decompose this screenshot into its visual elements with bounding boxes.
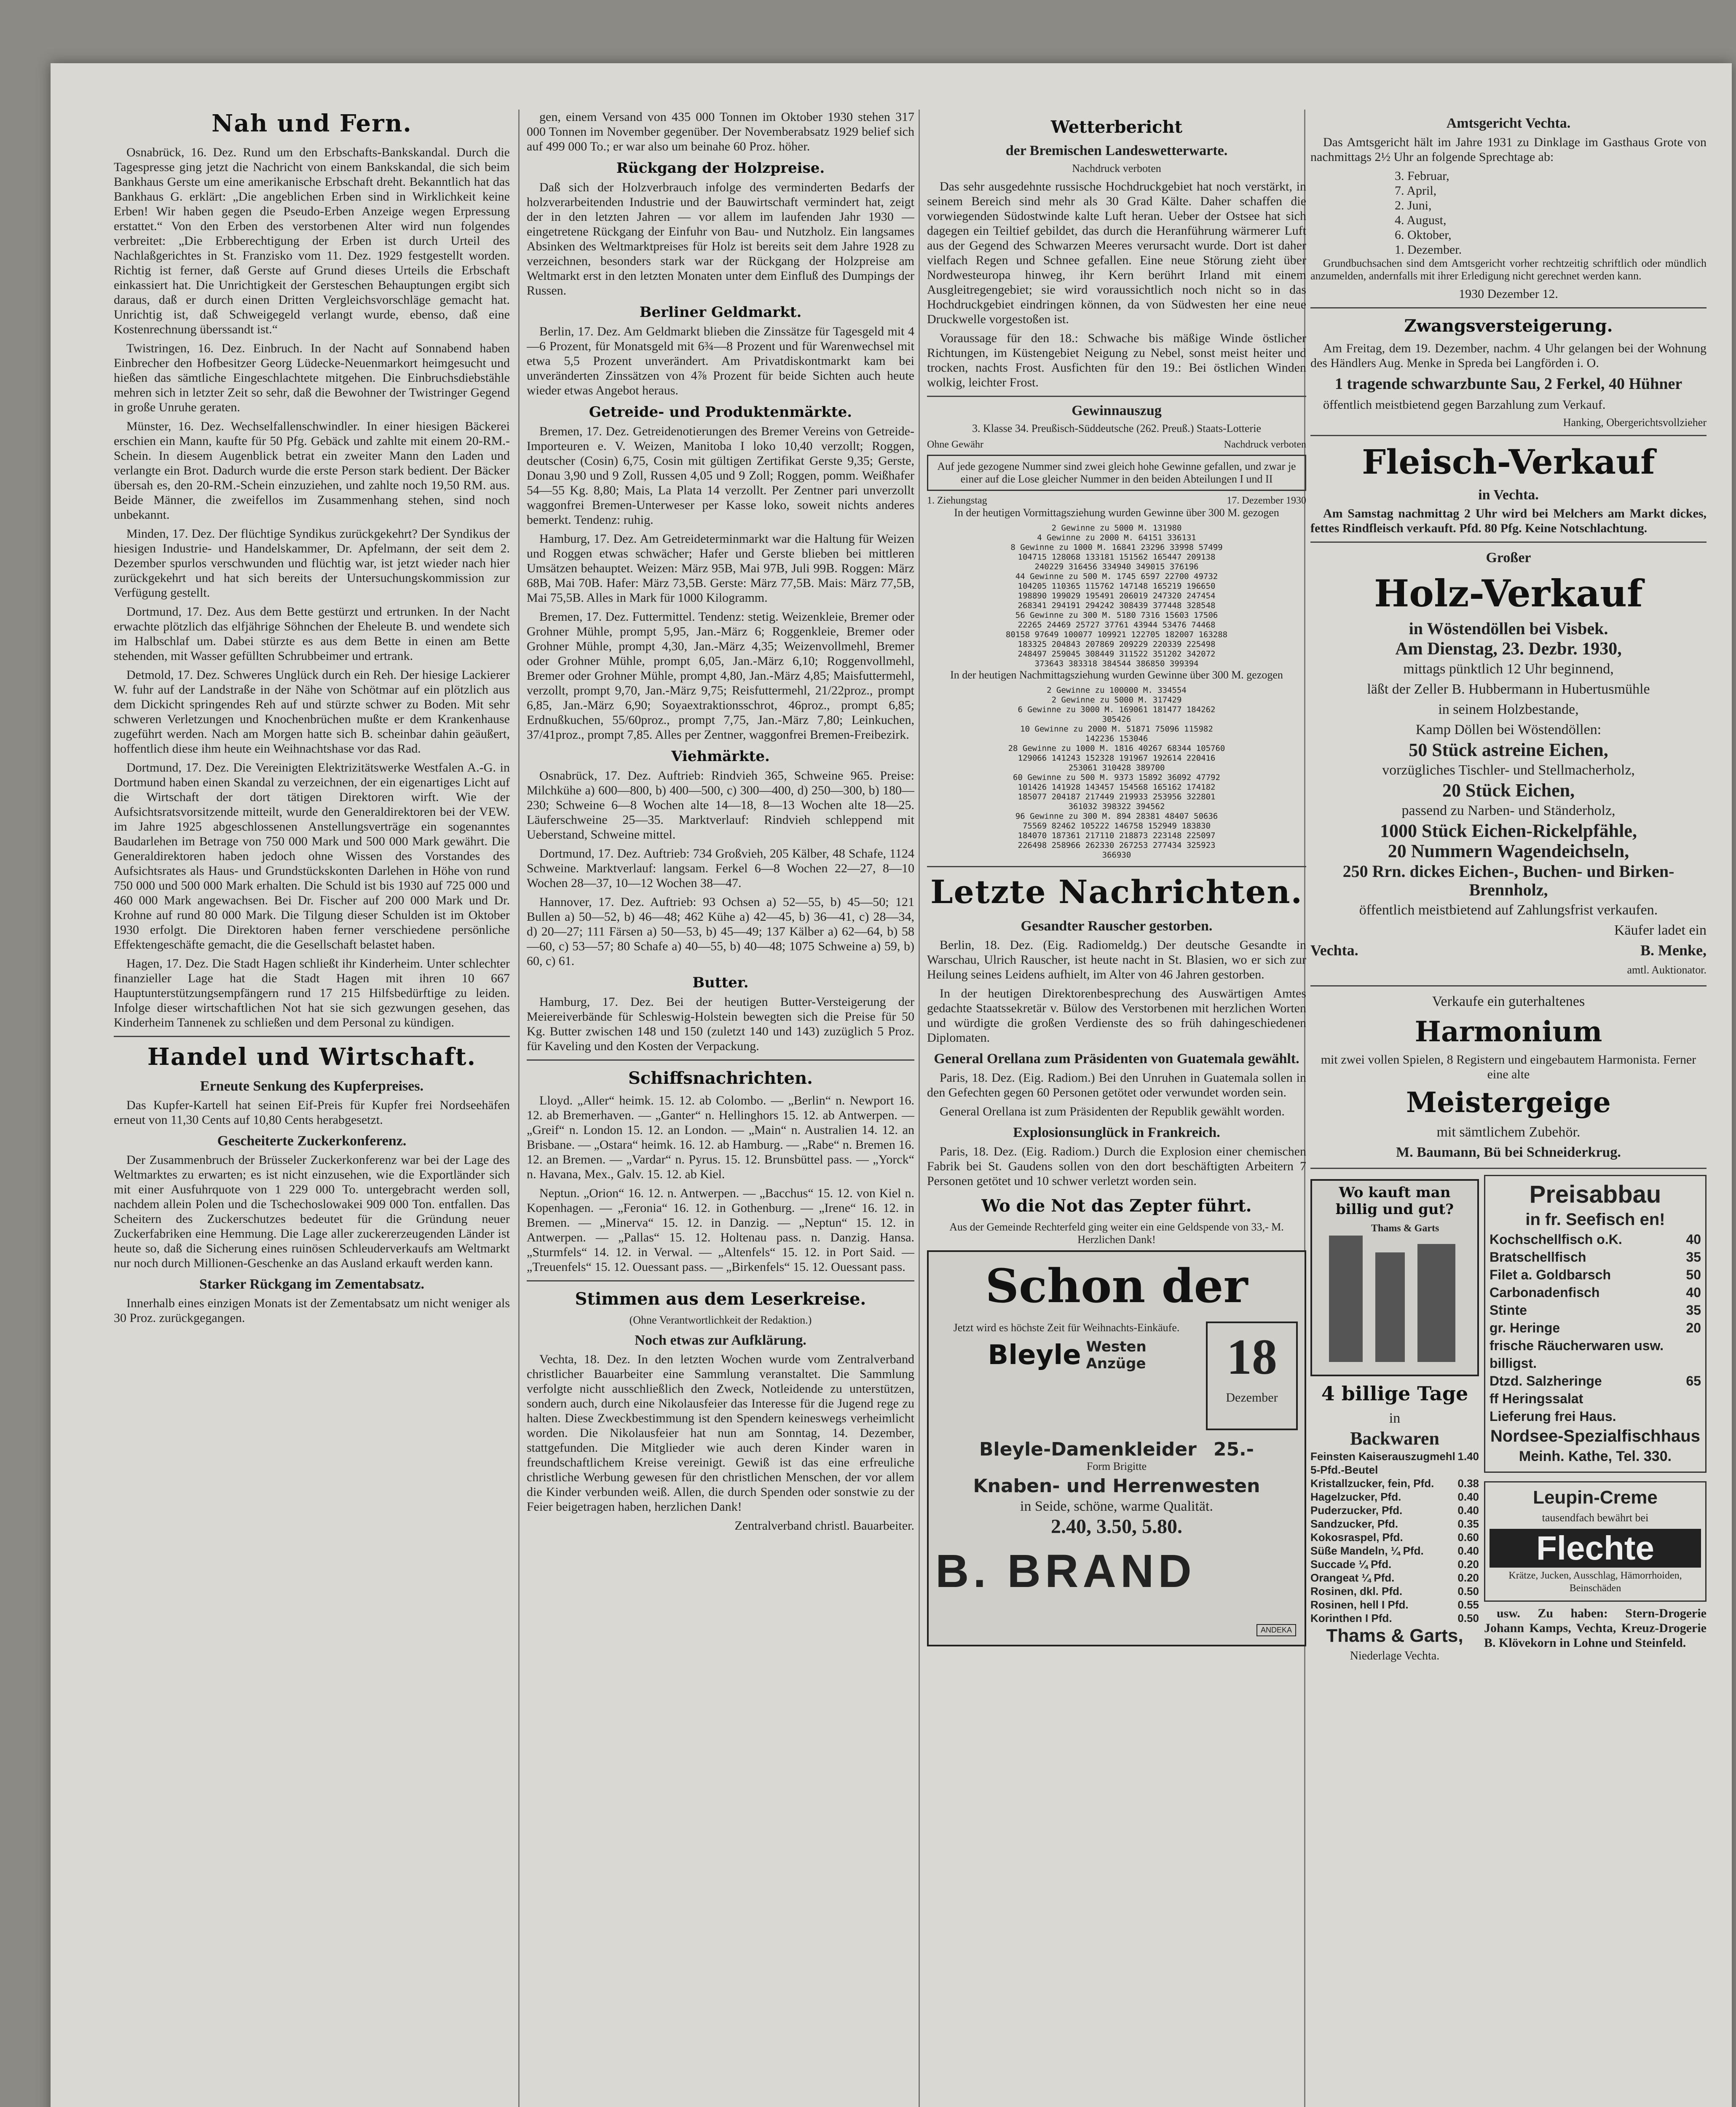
price-item-value: 0.20 xyxy=(1457,1571,1479,1584)
ad-date-month: Dezember xyxy=(1226,1391,1278,1405)
figure-illustration xyxy=(1375,1252,1405,1362)
price-item-name: Lieferung frei Haus. xyxy=(1490,1409,1616,1424)
price-item-value: 0.40 xyxy=(1457,1544,1479,1557)
shop-illustration xyxy=(1310,1179,1479,1376)
price-item-name: Puderzucker, Pfd. xyxy=(1310,1504,1403,1517)
price-item-name: frische Räucherwaren usw. billigst. xyxy=(1490,1338,1664,1371)
lottery-row: 2 Gewinne zu 100000 M. 334554 xyxy=(1047,686,1187,695)
divider xyxy=(527,1059,914,1061)
fish-and-creme-ads xyxy=(1484,1175,1707,1667)
auction-sign: Hanking, Obergerichtsvollzieher xyxy=(1563,416,1707,429)
weather-title: Wetterbericht xyxy=(1050,117,1183,137)
wood-sale-sign-left: Vechta. xyxy=(1310,942,1358,959)
lottery-notice-box: Auf jede gezogene Nummer sind zwei gleich hohe Gewinne gefallen, und zwar je einer auf die Lose gleicher Nummer in den beiden Abteilungen I und II xyxy=(927,455,1306,491)
ad-form: Form Brigitte xyxy=(1086,1460,1147,1472)
ad-westen: Westen Anzüge xyxy=(1086,1338,1147,1372)
ad-knaben-sub: in Seide, schöne, warme Qualität. xyxy=(1020,1498,1213,1514)
bake-price-list xyxy=(1310,1450,1479,1625)
price-item-name: Kochschellfisch o.K. xyxy=(1490,1232,1622,1247)
lottery-row: 253061 310428 389700 xyxy=(1068,763,1165,772)
leupin-title: Leupin-Creme xyxy=(1533,1487,1658,1508)
lottery-afternoon: In der heutigen Nachmittagsziehung wurden Gewinne über 300 M. gezogen xyxy=(950,669,1283,681)
wood-sale-title: Holz-Verkauf xyxy=(1374,571,1643,615)
article: Dortmund, 17. Dez. Aus dem Bette gestürzt und ertrunken. In der Nacht erwachte plötzlich das elfjährige Söhnchen der Eheleute B. und wendete sich im Halbschlaf um. Dabei stürzte es aus dem Bette in einen am Bette stehenden, mit Wasser gefüllten Schrubbeimer und ertrank. xyxy=(114,605,510,663)
wood-item: passend zu Narben- und Ständerholz, xyxy=(1401,803,1615,818)
price-item-name: gr. Heringe xyxy=(1490,1320,1560,1335)
wood-item: vorzügliches Tischler- und Stellmacherholz, xyxy=(1382,762,1635,778)
lottery-row: 96 Gewinne zu 300 M. 894 28381 48407 50636 xyxy=(1015,812,1218,821)
price-item-name: Korinthen I Pfd. xyxy=(1310,1612,1392,1624)
price-item-value: 0.40 xyxy=(1457,1504,1479,1517)
news-text: General Orellana ist zum Präsidenten der Republik gewählt worden. xyxy=(940,1104,1285,1118)
lottery-row: 2 Gewinne zu 5000 M. 317429 xyxy=(1051,695,1182,705)
section-title-schiffsnachrichten: Schiffsnachrichten. xyxy=(628,1068,813,1088)
court-title: Amtsgericht Vechta. xyxy=(1446,115,1571,131)
price-row xyxy=(1310,1531,1479,1544)
ad-brand-name: B. BRAND xyxy=(935,1545,1196,1597)
wood-item: 1000 Stück Eichen-Rickelpfähle, xyxy=(1380,820,1637,841)
price-row xyxy=(1490,1301,1701,1319)
ad-bleyle: Bleyle xyxy=(988,1340,1081,1371)
price-item-name: Filet a. Goldbarsch xyxy=(1490,1267,1611,1282)
wood-sale-sign-sub: amtl. Auktionator. xyxy=(1627,964,1707,976)
ad-damen-price: 25.- xyxy=(1213,1439,1254,1460)
article: Das Kupfer-Kartell hat seinen Eif-Preis für Kupfer frei Nordseehäfen erneut von 11,30 Cents auf 10,80 Cents herabgesetzt. xyxy=(114,1098,510,1127)
price-item-value: 35 xyxy=(1686,1249,1701,1265)
fish-ad xyxy=(1484,1175,1707,1473)
price-item-name: Rosinen, dkl. Pfd. xyxy=(1310,1585,1403,1598)
court-date: 7. April, xyxy=(1395,184,1437,198)
lottery-row: 101426 141928 143457 154568 165162 174182 xyxy=(1018,783,1216,792)
lottery-row: 10 Gewinne zu 2000 M. 51871 75096 115982 xyxy=(1020,724,1213,734)
section-title-leserkreise: Stimmen aus dem Leserkreise. xyxy=(575,1289,866,1309)
price-item-value: 0.60 xyxy=(1457,1531,1479,1544)
article: Osnabrück, 17. Dez. Auftrieb: Rindvieh 365, Schweine 965. Preise: Milchkühe a) 600—800, b) 400—500, c) 300—400, d) 250—300, b) 180—230; Schweine 6—8 Wochen alte 14—18, 8—13 Wochen alte 18—25. Läuferschweine 25—35. Marktverlauf: Rindvieh schleppend mit Ueberstand, Schweine mittel. xyxy=(527,769,914,842)
article: Dortmund, 17. Dez. Auftrieb: 734 Großvieh, 205 Kälber, 48 Schafe, 1124 Schweine. Marktverlauf: langsam. Ferkel 6—8 Wochen 22—27, 8—10 Wochen 28—37, 10—12 Wochen 38—47. xyxy=(527,847,914,890)
subheading: Viehmärkte. xyxy=(671,748,770,765)
lottery-row: 80158 97649 100077 109921 122705 182007 163288 xyxy=(1005,630,1228,639)
price-item-name: Orangeat ¼ Pfd. xyxy=(1310,1571,1395,1584)
divider xyxy=(1310,541,1707,543)
court-text: Das Amtsgericht hält im Jahre 1931 zu Dinklage im Gasthaus Grote von nachmittags 2½ Uhr an folgende Sprechtage ab: xyxy=(1310,135,1707,164)
article: Twistringen, 16. Dez. Einbruch. In der Nacht auf Sonnabend haben Einbrecher den Hofbesitzer Georg Lüdecke-Neuenmarkort heimgesucht und hießen das sämtliche Eingeschlachtete mitgehen. Die Einbruchsdiebstähle mehren sich in letzter Zeit so sehr, daß die Bewohner der Twistringer Gegend in große Unruhe geraten. xyxy=(114,341,510,414)
news-text: Paris, 18. Dez. (Eig. Radiom.) Durch die Explosion einer chemischen Fabrik bei St. Gaudens sollen von den dort beschäftigten Arbeitern 7 Personen getötet und 10 schwer verletzt worden sein. xyxy=(927,1145,1306,1188)
auction-items: 1 tragende schwarzbunte Sau, 2 Ferkel, 40 Hühner xyxy=(1334,375,1682,393)
subheading: Gescheiterte Zuckerkonferenz. xyxy=(217,1133,407,1149)
price-item-name: Dtzd. Salzheringe xyxy=(1490,1373,1602,1389)
article: Daß sich der Holzverbrauch infolge des verminderten Bedarfs der holzverarbeitenden Industrie und der Bauwirtschaft vermindert hat, zeigt der in den letzten Jahren — vor allem im laufenden Jahr 1930 — eingetretene Rückgang der Einfuhr von Bau- und Nutzholz. Ein langsames Absinken des Weltmarktpreises für Holz ist bereits seit dem Jahre 1928 zu verzeichnen, besonders stark war der Rückgang der Holzpreise am Weltmarkt erst in den letzten Monaten unter dem Einfluß des Dumpings der Russen. xyxy=(527,180,914,298)
wood-sale-text: läßt der Zeller B. Hubbermann in Hubertusmühle xyxy=(1367,681,1650,697)
divider xyxy=(1310,1168,1707,1169)
lottery-row: 184070 187361 217110 218873 223148 225097 xyxy=(1018,831,1216,840)
news-text: Aus der Gemeinde Rechterfeld ging weiter ein eine Geldspende von 33,- M. Herzlichen Dank! xyxy=(949,1221,1284,1246)
price-item-value: 65 xyxy=(1686,1373,1701,1389)
tage-in: in xyxy=(1389,1410,1401,1426)
price-row xyxy=(1490,1248,1701,1266)
price-item-value: 0.40 xyxy=(1457,1490,1479,1503)
article: Hagen, 17. Dez. Die Stadt Hagen schließt ihr Kinderheim. Unter schlechter finanzieller Lage hat die Stadt Hagen mit ihren 10 667 Hauptunterstützungsempfängern rund 17 215 Hilfsbedürftige zu leiden. Infolge dieser wirtschaftlichen Not hat sie sich gezwungen gesehen, das Kinderheim Tannenek zu schließen und dem Personal zu kündigen. xyxy=(114,957,510,1029)
price-row xyxy=(1310,1477,1479,1490)
harmonium-title: Harmonium xyxy=(1415,1015,1602,1048)
article: Vechta, 18. Dez. In den letzten Wochen wurde vom Zentralverband christlicher Bauarbeiter eine Sammlung veranstaltet. Die Sammlung verfolgte nicht ausschließlich den Zweck, Notleidende zu unterstützen, sondern auch, durch eine Nikolausfeier das Interesse für die Jugend rege zu halten. Diese Zweckbestimmung ist den Spendern keineswegs verheimlicht worden. Die Nikolausfeier hat nun am Sonntag, 14. Dezember, stattgefunden. Die Mitglieder wie auch deren Kinder waren in freundschaftlichem Kreise vereinigt. Gewiß ist das eine erfreuliche christliche Werbung gewesen für den christlichen Menschen, der vor allem die Kinder verbunden weiß. Allen, die durch Spenden oder sonstwie zu der Feier beigetragen haben, herzlichen Dank! xyxy=(527,1352,914,1514)
subheading: Butter. xyxy=(692,974,749,991)
section-title-handel: Handel und Wirtschaft. xyxy=(147,1043,477,1071)
price-row xyxy=(1310,1584,1479,1598)
price-row xyxy=(1490,1390,1701,1407)
news-text: Berlin, 18. Dez. (Eig. Radiomeldg.) Der deutsche Gesandte in Warschau, Ulrich Rauscher, ist heute nacht in St. Blasien, wo er sich zur Heilung seines Leidens aufhielt, im Alter von 46 Jahren gestorben. xyxy=(927,938,1306,981)
price-row xyxy=(1490,1407,1701,1425)
wood-sale-terms: öffentlich meistbietend auf Zahlungsfrist verkaufen. xyxy=(1359,902,1658,918)
lottery-row: 198890 199029 195491 206019 247320 247454 xyxy=(1018,591,1216,600)
divider xyxy=(1310,307,1707,308)
price-row xyxy=(1490,1319,1701,1337)
price-row xyxy=(1490,1337,1701,1372)
price-item-value: 1.40 xyxy=(1457,1450,1479,1463)
lottery-date: 17. Dezember 1930 xyxy=(1227,495,1306,506)
court-date: 3. Februar, xyxy=(1395,169,1449,183)
flechte-banner: Flechte xyxy=(1490,1529,1701,1568)
lottery-row: 44 Gewinne zu 500 M. 1745 6597 22700 49732 xyxy=(1015,572,1218,581)
price-item-value: 35 xyxy=(1686,1303,1701,1318)
brand-advertisement xyxy=(927,1250,1306,1646)
ad-prices: 2.40, 3.50, 5.80. xyxy=(1051,1515,1182,1538)
ad-text: Jetzt wird es höchste Zeit für Weihnachts-Einkäufe. xyxy=(953,1322,1180,1334)
lottery-row: 183325 204843 207869 209229 220339 225498 xyxy=(1018,640,1216,649)
lottery-row: 8 Gewinne zu 1000 M. 16841 23296 33998 57499 xyxy=(1010,543,1223,552)
figure-illustration xyxy=(1329,1236,1363,1362)
price-item-name: Succade ¼ Pfd. xyxy=(1310,1558,1392,1571)
preis-title: Preisabbau xyxy=(1529,1181,1661,1208)
ad-kauft: Wo kauft man billig und gut? xyxy=(1335,1184,1454,1218)
lottery-row: 185077 204187 217449 219933 253956 322801 xyxy=(1018,792,1216,802)
wood-sale-text: Kamp Döllen bei Wöstendöllen: xyxy=(1415,722,1602,737)
lottery-row: 22265 24469 25727 37761 43944 53476 74468 xyxy=(1018,620,1216,630)
price-item-name: Stinte xyxy=(1490,1303,1527,1318)
subheading: Berliner Geldmarkt. xyxy=(639,304,802,321)
price-item-name: Carbonadenfisch xyxy=(1490,1285,1600,1300)
column-rule xyxy=(919,110,920,2107)
ad-date-box xyxy=(1206,1322,1298,1430)
lottery-row: 104715 128068 133181 151562 165447 209138 xyxy=(1018,552,1216,562)
news-text: Paris, 18. Dez. (Eig. Radiom.) Bei den Unruhen in Guatemala sollen in den Gefechten gegen 60 Personen getötet oder verwundet worden sein. xyxy=(927,1071,1306,1099)
price-item-value: 0.50 xyxy=(1457,1612,1479,1624)
leupin-shops: usw. Zu haben: Stern-Drogerie Johann Kamps, Vechta, Kreuz-Drogerie B. Klövekorn in Lohne und Steinfeld. xyxy=(1484,1606,1707,1650)
lottery-row: 361032 398322 394562 xyxy=(1068,802,1165,811)
ad-sign-text: Thams & Garts xyxy=(1371,1223,1439,1234)
article: Neptun. „Orion“ 16. 12. n. Antwerpen. — „Bacchus“ 15. 12. von Kiel n. Kopenhagen. — „Feronia“ 16. 12. in Gothenburg. — „Irene“ 16. 12. in Bremen. — „Minerva“ 15. 12. in Danzig. — „Neptun“ 15. 12. in Antwerpen. — „Pallas“ 15. 12. Holtenau pass. n. Danzig. Hansa. „Sturmfels“ 14. 12. in Verwal. — „Altenfels“ 15. 12. in Port Said. — „Treuenfels“ 15. 12. Ouessant pass. — „Birkenfels“ 15. 12. Ouessant pass. xyxy=(527,1186,914,1274)
weather-forecast: Voraussage für den 18.: Schwache bis mäßige Winde östlicher Richtungen, im Küstengebiet Neigung zu Nebel, sonst meist heiter und trocken, nachts Frost. Ausfichten für den 19.: Bei östlichen Winden wolkig, leichter Frost. xyxy=(927,331,1306,389)
column-rule xyxy=(518,110,520,2107)
lottery-morning: In der heutigen Vormittagsziehung wurden Gewinne über 300 M. gezogen xyxy=(954,507,1279,519)
lottery-row: 104205 110365 115762 147148 165219 196650 xyxy=(1018,582,1216,591)
article: Osnabrück, 16. Dez. Rund um den Erbschafts-Bankskandal. Durch die Tagespresse ging jetzt die Nachricht von einem Bankskandal, die sich beim Bankhaus Gerste um eine amerikanische Erbschaft dreht. Bekanntlich hat das Bankhaus G. erklärt: „Die angeblichen Erben sind in Wirklichkeit keine Erben! Wir haben gegen die Pseudo-Erben Anzeige wegen Erpressung erstattet.“ Von den Erben des verstorbenen Alter wird nun folgendes verbreitet: „Die Erbberechtigung der Erben ist durch Urteil des Nachlaßgerichtes in St. Franzisko vom 11. Dez. 1929 festgestellt worden. Richtig ist ferner, daß Gerste auf Grund dieses Urteils die Erbschaft einkassiert hat. Die Unrichtigkeit der Gersteschen Behauptungen ergibt sich daraus, daß er durch einen Dritten Vergleichsvorschläge gemacht hat. Unrichtig ist, daß Schweigegeld verlangt wurde, ebenso, daß eine Kostenrechnung überssandt ist.“ xyxy=(114,145,510,336)
wood-item: 20 Stück Eichen, xyxy=(1442,780,1575,801)
wood-sale-text: in seinem Holzbestande, xyxy=(1438,702,1579,717)
column-3 xyxy=(927,110,1306,2107)
court-date: 1. Dezember. xyxy=(1395,243,1462,257)
leupin-sub: tausendfach bewährt bei xyxy=(1542,1512,1649,1524)
price-item-value: 0.38 xyxy=(1457,1477,1479,1490)
violin-sign: M. Baumann, Bü bei Schneiderkrug. xyxy=(1396,1145,1621,1160)
price-row xyxy=(1310,1598,1479,1611)
price-row xyxy=(1310,1544,1479,1557)
court-date: 6. Oktober, xyxy=(1395,228,1452,242)
lottery-subtitle: 3. Klasse 34. Preußisch-Süddeutsche (262. Preuß.) Staats-Lotterie xyxy=(972,422,1261,434)
court-text: Grundbuchsachen sind dem Amtsgericht vorher rechtzeitig schriftlich oder mündlich anzumelden, andernfalls mit ihrer Erledigung nicht gerechnet werden kann. xyxy=(1310,257,1707,282)
column-1 xyxy=(114,110,510,2107)
price-item-name: Kristallzucker, fein, Pfd. xyxy=(1310,1477,1434,1490)
divider xyxy=(1310,435,1707,436)
lottery-header-row xyxy=(927,439,1306,450)
column-4 xyxy=(1310,110,1707,2107)
weather-subtitle: der Bremischen Landeswetterwarte. xyxy=(1005,143,1228,158)
harmonium-text: mit zwei vollen Spielen, 8 Registern und eingebautem Harmonista. Ferner eine alte xyxy=(1321,1053,1696,1081)
wood-sale-sign-right: B. Menke, xyxy=(1640,942,1707,959)
price-item-name: Sandzucker, Pfd. xyxy=(1310,1517,1398,1530)
price-item-name: Feinsten Kaiserauszugmehl 5-Pfd.-Beutel xyxy=(1310,1450,1455,1476)
price-item-name: Rosinen, hell I Pfd. xyxy=(1310,1598,1409,1611)
weather-note: Nachdruck verboten xyxy=(1072,162,1161,174)
price-item-value: 20 xyxy=(1686,1320,1701,1335)
nordsee-name: Nordsee-Spezialfischhaus xyxy=(1490,1427,1700,1445)
price-item-name: Bratschellfisch xyxy=(1490,1249,1586,1265)
article: gen, einem Versand von 435 000 Tonnen im Oktober 1930 stehen 317 000 Tonnen im November gegenüber. Der Novemberabsatz 1929 belief sich auf 499 000 To.; er war also um beinahe 60 Proz. höher. xyxy=(527,110,914,153)
subheading: Erneute Senkung des Kupferpreises. xyxy=(200,1078,424,1094)
lottery-row: 268341 294191 294242 308439 377448 328548 xyxy=(1018,601,1216,610)
signature: Zentralverband christl. Bauarbeiter. xyxy=(734,1519,914,1533)
court-date: 4. August, xyxy=(1395,213,1447,227)
violin-text: mit sämtlichem Zubehör. xyxy=(1436,1124,1581,1140)
thams-name: Thams & Garts, xyxy=(1326,1625,1463,1646)
article: Bremen, 17. Dez. Getreidenotierungen des Bremer Vereins von Getreide-Importeuren e. V. Weizen, Manitoba I loko 10,40 verzollt; Roggen, deutscher (Cosin) 6,75, Cosin mit gültigen Zertifikat Gerste 9,35; Gerste, Donau 3,90 und 9 Zoll, Russen 4,05 und 9 Zoll; Roggen, pomm. Weißhafer 54—55 Kg. 8,80; Mais, La Plata 14 verzollt. Per Zentner pari unverzollt waggonfrei Bremen-Unterweser per Kasse loko, soweit nichts anderes bemerkt. Tendenz: ruhig. xyxy=(527,424,914,527)
tage-title: 4 billige Tage xyxy=(1321,1382,1468,1405)
article: Innerhalb eines einzigen Monats ist der Zementabsatz um nicht weniger als 30 Proz. zurückgegangen. xyxy=(114,1296,510,1325)
lottery-numbers-morning xyxy=(927,523,1306,669)
lottery-row: 2 Gewinne zu 5000 M. 131980 xyxy=(1051,523,1182,533)
news-text: In der heutigen Direktorenbesprechung des Auswärtigen Amtes gedachte Staatssekretär v. Bülow des Verstorbenen mit herzlichen Worten und würdigte die großen Verdienste des so früh dahingeschiedenen Diplomaten. xyxy=(927,986,1306,1045)
wood-item: 20 Nummern Wagendeichseln, xyxy=(1388,841,1629,861)
wood-sale-date: Am Dienstag, 23. Dezbr. 1930, xyxy=(1395,639,1622,659)
meat-sale-place: in Vechta. xyxy=(1478,487,1539,503)
lottery-row: 56 Gewinne zu 300 M. 5180 7316 15603 17506 xyxy=(1015,611,1218,620)
article: Hannover, 17. Dez. Auftrieb: 93 Ochsen a) 52—55, b) 45—50; 121 Bullen a) 50—52, b) 46—48; 462 Kühe a) 42—45, b) 36—41, c) 28—34, d) 20—27; 111 Färsen a) 50—53, b) 45—49; 137 Kälber a) 62—64, b) 58—60, c) 53—57; 80 Schafe a) 40—55, b) 40—48; 1075 Schweine a) 59, b) 60, c) 61. xyxy=(527,895,914,968)
price-item-value: 40 xyxy=(1686,1285,1701,1300)
price-item-value: 0.20 xyxy=(1457,1558,1479,1571)
price-row xyxy=(1490,1372,1701,1390)
latest-news-title: Letzte Nachrichten. xyxy=(930,873,1303,911)
auction-text: öffentlich meistbietend gegen Barzahlung zum Verkauf. xyxy=(1323,398,1606,412)
lottery-row: 4 Gewinne zu 2000 M. 64151 336131 xyxy=(1037,533,1196,542)
price-row xyxy=(1310,1490,1479,1504)
nordsee-sub: Meinh. Kathe, Tel. 330. xyxy=(1519,1448,1672,1464)
newspaper-page xyxy=(51,63,1732,2107)
subheading: Getreide- und Produktenmärkte. xyxy=(589,404,852,421)
lottery-day-row xyxy=(927,495,1306,507)
article: Hamburg, 17. Dez. Bei der heutigen Butter-Versteigerung der Meiereiverbände für Schleswig-Holstein bewegten sich die Preise für 50 Kg. Butter zwischen 148 und 150 (zuletzt 140 und 143) zuzüglich 5 Proz. für Kaveling und den Kosten der Verpackung. xyxy=(527,995,914,1053)
violin-title: Meistergeige xyxy=(1406,1086,1611,1119)
article: Hamburg, 17. Dez. Am Getreideterminmarkt war die Haltung für Weizen und Roggen etwas schwächer; Hafer und Gerste blieben bei mittleren Umsätzen behauptet. Weizen: März 95B, Mai 97B, Juli 99B. Roggen: März 68B, Mai 70B. Hafer: März 73,5B. Gerste: März 77,5B. Mais: März 77,5B, Mai 75,5B. Alles in Mark für 1000 Kilogramm. xyxy=(527,532,914,605)
price-row xyxy=(1310,1611,1479,1625)
ad-damen: Bleyle-Damenkleider xyxy=(979,1439,1197,1460)
lottery-right: Nachdruck verboten xyxy=(1224,439,1306,450)
article: Minden, 17. Dez. Der flüchtige Syndikus zurückgekehrt? Der Syndikus der hiesigen Industrie- und Handelskammer, Dr. Apfelmann, der seit dem 2. Dezember spurlos verschwunden und flüchtig war, ist jetzt wieder nach hier zurückgekehrt und hat sich bereits der Untersuchungskommission zur Verfügung gestellt. xyxy=(114,527,510,600)
disclaimer: (Ohne Verantwortlichkeit der Redaktion.) xyxy=(629,1314,812,1326)
price-row xyxy=(1310,1557,1479,1571)
ad-headline: Schon der xyxy=(985,1259,1248,1313)
court-date-line: 1930 Dezember 12. xyxy=(1459,287,1558,301)
article: Berlin, 17. Dez. Am Geldmarkt blieben die Zinssätze für Tagesgeld mit 4—6 Prozent, für Monatsgeld mit 6¾—8 Prozent und für Warenwechsel mit etwa 5,5 Prozent unverändert. Am Privatdiskontmarkt kam bei unveränderten Zinssätzen von 4⅞ Prozent für beide Sichten auch heute wieder etwas Angebot heraus. xyxy=(527,324,914,397)
lottery-row: 373643 383318 384544 386850 399394 xyxy=(1034,659,1199,668)
price-item-name: Hagelzucker, Pfd. xyxy=(1310,1490,1401,1503)
lottery-row: 60 Gewinne zu 500 M. 9373 15892 36092 47792 xyxy=(1013,773,1220,782)
lottery-row: 142236 153046 xyxy=(1085,734,1148,743)
weather-text: Das sehr ausgedehnte russische Hochdruckgebiet hat noch verstärkt, in seinem Bereich sind mehr als 30 Grad Kälte. Daher schaffen die vorwiegenden Südostwinde kalte Luft heran. Ueber der Ostsee hat sich dagegen ein Teiltief gebildet, das durch die Heranführung wärmerer Luft aus der Gegend des Schwarzen Meeres verursacht wurde. Dort ist daher vielfach Regen und Schnee gefallen. Eine neue Störung zieht über Nordwesteuropa hinweg, ihr Kern berührt Irland mit einem Ausgleitregengebiet; sie wird voraussichtlich noch nicht so in das Hochdruckgebiet eindringen können, da von Südwesten her eine neue Druckwelle vorgestoßen ist. xyxy=(927,180,1306,326)
article: Lloyd. „Aller“ heimk. 15. 12. ab Colombo. — „Berlin“ n. Newport 16. 12. ab Bremerhaven. — „Ganter“ n. Hellinghors 15. 12. ab Antwerpen. — „Greif“ n. London 15. 12. an London. — „Main“ n. Australien 14. 12. an Brisbane. — „Ostara“ heimk. 16. 12. ab Hamburg. — „Rabe“ n. Bremen 16. 12. an Bremen. — „Vardar“ n. Pyrus. 15. 12. Brunsbüttel pass. — „Yorck“ n. Havana, Mex., Galv. 15. 12. ab Kiel. xyxy=(527,1094,914,1181)
leupin-text: Krätze, Jucken, Ausschlag, Hämorrhoiden, Beinschäden xyxy=(1508,1570,1682,1594)
wood-sale-buyers: Käufer ladet ein xyxy=(1614,922,1707,938)
lottery-numbers-afternoon xyxy=(927,686,1306,860)
subheading: Noch etwas zur Aufklärung. xyxy=(635,1332,806,1348)
price-item-name: Kokosraspel, Pfd. xyxy=(1310,1531,1403,1544)
price-item-value: 0.50 xyxy=(1457,1585,1479,1598)
lottery-row: 75569 82462 105222 146758 152949 183830 xyxy=(1022,821,1211,831)
wood-sale-signature xyxy=(1310,941,1707,959)
news-headline: General Orellana zum Präsidenten von Guatemala gewählt. xyxy=(934,1051,1299,1067)
preis-sub: in fr. Seefisch en! xyxy=(1525,1210,1665,1229)
thams-ad xyxy=(1310,1175,1479,1667)
price-item-value: 40 xyxy=(1686,1232,1701,1247)
bottom-ads xyxy=(1310,1175,1707,1667)
wood-item: 250 Rrn. dickes Eichen-, Buchen- und Birken-Brennholz, xyxy=(1342,862,1674,899)
leupin-ad xyxy=(1484,1481,1707,1602)
subheading: Rückgang der Holzpreise. xyxy=(616,160,825,177)
news-headline: Wo die Not das Zepter führt. xyxy=(981,1196,1252,1216)
article: Dortmund, 17. Dez. Die Vereinigten Elektrizitätswerke Westfalen A.-G. in Dortmund haben einen Skandal zu verzeichnen, der ein eigenartiges Licht auf die Wirtschaft der dort tätigen Direktoren wirft. Wie der Aufsichtsratsvorsitzende mitteilt, wurde den Generaldirektoren bei der VEW. im Jahre 1925 abgeschlossenen Anstellungsverträge ein sogenanntes Baudarlehen im Betrage von 750 000 Mark und 500 000 Mark gewährt. Die Generaldirektoren haben jedoch ohne Wissen des Vorstandes des Aufsichtsrates als Haus- und Grundstückskonten Darlehen in Höhe von rund 750 000 und 500 000 Mark erhalten. Die Schuld ist bis 1930 auf 725 000 und 460 000 Mark angewachsen. Bei Dr. Fischer auf 200 000 Mark und Dr. Krohne auf rund 80 000 Mark. Die Tilgung dieser Schulden ist im Oktober 1930 erfolgt. Die Direktoren haben ferner verschiedene persönliche Effektengeschäfte gemacht, die die Gesellschaft belastet haben. xyxy=(114,761,510,952)
tage-sub: Backwaren xyxy=(1350,1428,1439,1449)
subheading: Starker Rückgang im Zementabsatz. xyxy=(199,1276,424,1292)
auction-text: Am Freitag, dem 19. Dezember, nachm. 4 Uhr gelangen bei der Wohnung des Händlers Aug. Menke in Spreda bei Langförden i. O. xyxy=(1310,341,1707,370)
lottery-title: Gewinnauszug xyxy=(1072,403,1162,418)
price-row xyxy=(1490,1266,1701,1284)
lottery-row: 305426 xyxy=(1102,715,1131,724)
price-row xyxy=(1310,1571,1479,1584)
section-title-nah-und-fern: Nah und Fern. xyxy=(212,110,412,137)
fish-price-list xyxy=(1490,1230,1701,1425)
article: Bremen, 17. Dez. Futtermittel. Tendenz: stetig. Weizenkleie, Bremer oder Grohner Mühle, prompt 5,95, Jan.-März 6; Roggenkleie, Bremer oder Grohner Mühle, prompt 4,30, Jan.-März 4,35; Weizenvollmehl, Bremer oder Grohner Mühle, prompt 6,05, Jan.-März 6,10; Roggenvollmehl, Bremer oder Grohner Mühle, prompt 4,80, Jan.-März 4,85; Maisfuttermehl, verzollt, prompt 9,70, Jan.-März 9,75; Reisfuttermehl, 21/22proz., prompt 6,85, Jan.-März 6,90; Soyaextraktionsschrot, 46proz., prompt 6,85; Erdnußkuchen, 55/60proz., prompt 7,75, Jan.-März 7,80; Leinkuchen, 37/41proz., prompt 7,85. Alles per Zentner, waggonfrei Bremen-Freibezirk. xyxy=(527,610,914,742)
lottery-row: 28 Gewinne zu 1000 M. 1816 40267 68344 105760 xyxy=(1008,744,1225,753)
lottery-row: 6 Gewinne zu 3000 M. 169061 181477 184262 xyxy=(1018,705,1216,714)
divider xyxy=(927,866,1306,867)
price-item-value: 0.35 xyxy=(1457,1517,1479,1530)
harmonium-pre: Verkaufe ein guterhaltenes xyxy=(1432,994,1585,1009)
price-item-value: 0.55 xyxy=(1457,1598,1479,1611)
price-row xyxy=(1310,1504,1479,1517)
lottery-row: 240229 316456 334940 349015 376196 xyxy=(1034,562,1199,571)
ad-date-day: 18 xyxy=(1227,1329,1277,1385)
divider xyxy=(527,1280,914,1281)
lottery-row: 366930 xyxy=(1102,850,1131,860)
ad-tag: ANDEKA xyxy=(1256,1624,1296,1636)
wood-item: 50 Stück astreine Eichen, xyxy=(1409,740,1608,760)
lottery-day: 1. Ziehungstag xyxy=(927,495,987,506)
price-item-name: Süße Mandeln, ¼ Pfd. xyxy=(1310,1544,1424,1557)
court-date: 2. Juni, xyxy=(1395,198,1432,212)
article: Münster, 16. Dez. Wechselfallenschwindler. In einer hiesigen Bäckerei erschien ein Mann, kaufte für 50 Pfg. Gebäck und zahlte mit einem 20-RM.-Schein. In diesem Augenblick betrat ein zweiter Mann den Laden und verlangte ein Brot. Dadurch wurde die erste Person stark bedient. Der Bäcker übersah es, den 20-RM.-Schein einzuziehen, und zahlte noch 19,50 RM. aus. Beide Männer, die zweifellos im Zusammenhang stehen, sind noch unbekannt. xyxy=(114,419,510,522)
article: Der Zusammenbruch der Brüsseler Zuckerkonferenz war bei der Lage des Weltmarktes zu erwarten; es ist nicht einzusehen, wie die Exportländer sich mit einer Ausfuhrquote von 1 229 000 To. untergebracht werden soll, nachdem allein Polen und die Tschechoslowakei 909 000 Ton. entfallen. Das Scheitern des Zuckerschutzes bedeutet für die Gründung neuer Zuckerfabriken eine Hemmung. Die Lage aller zuckererzeugenden Länder ist heute so, daß die Sicherung eines ruinösen Schleuderverkaufs am Weltmarkt nur noch durch Millionen-Geschenke an das Ausland erkauft werden kann. xyxy=(114,1153,510,1270)
price-row xyxy=(1310,1517,1479,1531)
wood-sale-pre: Großer xyxy=(1486,550,1531,566)
divider xyxy=(927,396,1306,397)
lottery-row: 248497 259045 308449 311522 351202 342072 xyxy=(1018,649,1216,659)
meat-sale-text: Am Samstag nachmittag 2 Uhr wird bei Melchers am Markt dickes, fettes Rindfleisch verkauft. Pfd. 80 Pfg. Keine Notschlachtung. xyxy=(1310,507,1707,535)
wood-sale-time: mittags pünktlich 12 Uhr beginnend, xyxy=(1403,661,1614,677)
court-dates xyxy=(1310,169,1707,257)
meat-sale-title: Fleisch-Verkauf xyxy=(1362,442,1655,482)
ad-knaben: Knaben- und Herrenwesten xyxy=(973,1475,1260,1497)
price-item-value: 50 xyxy=(1686,1267,1701,1282)
lottery-row: 226498 258966 262330 267253 277434 325923 xyxy=(1018,841,1216,850)
divider xyxy=(114,1036,510,1037)
thams-sub: Niederlage Vechta. xyxy=(1350,1649,1440,1662)
column-2 xyxy=(527,110,914,2107)
lottery-left: Ohne Gewähr xyxy=(927,439,983,450)
price-row xyxy=(1490,1284,1701,1301)
price-row xyxy=(1490,1230,1701,1248)
lottery-row: 129066 141243 152328 191967 192614 220416 xyxy=(1018,753,1216,763)
article: Detmold, 17. Dez. Schweres Unglück durch ein Reh. Der hiesige Lackierer W. fuhr auf der Landstraße in der Nähe von Schötmar auf ein plötzlich aus dem Dickicht springendes Reh auf und stürzte schwer zu Boden. Mit sehr schweren Verletzungen und Knochenbrüchen mußte er dem Krankenhause zugeführt werden. Nach am Morgen hatte sich B. scheinbar dahin geäußert, hoffentlich diese ihm heute ein Weihnachtshase vor das Rad. xyxy=(114,668,510,756)
news-headline: Gesandter Rauscher gestorben. xyxy=(1021,918,1213,934)
figure-illustration xyxy=(1417,1244,1455,1362)
price-item-name: ff Heringssalat xyxy=(1490,1391,1583,1406)
wood-sale-place: in Wöstendöllen bei Visbek. xyxy=(1409,619,1608,638)
auction-title: Zwangsversteigerung. xyxy=(1404,316,1613,336)
divider xyxy=(1310,985,1707,986)
price-row xyxy=(1310,1450,1479,1477)
news-headline: Explosionsunglück in Frankreich. xyxy=(1013,1125,1220,1140)
